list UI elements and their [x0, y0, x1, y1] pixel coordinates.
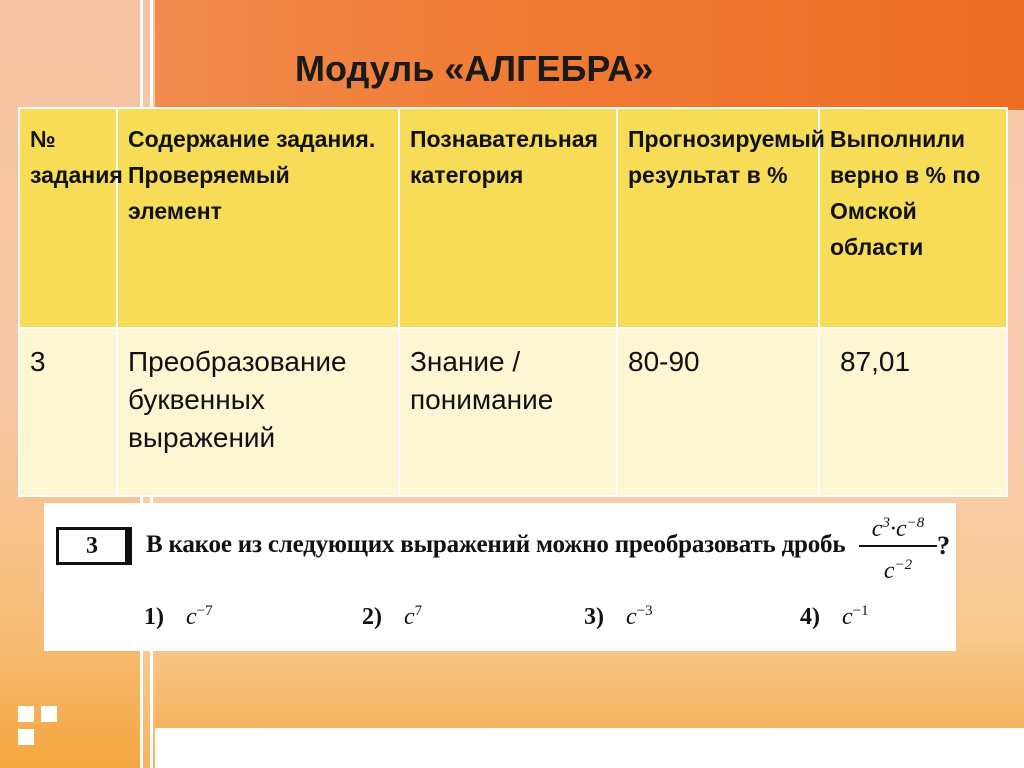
slide-title: Модуль «АЛГЕБРА»: [295, 48, 654, 89]
task-fraction: [859, 509, 937, 585]
task-number-box: 3: [56, 527, 128, 565]
header-task-number: № задания: [19, 108, 117, 328]
header-actual-result: Выполнили верно в % по Омской области: [819, 108, 1007, 328]
answer-option-2: 2) $c^7$: [362, 603, 423, 630]
cell-forecast-result: 80-90: [617, 328, 819, 496]
cell-task-content: Преобразование буквенных выражений: [117, 328, 399, 496]
fraction-bar: [859, 545, 937, 547]
table-header-row: [19, 108, 1007, 328]
task-image-panel: [44, 503, 956, 651]
fraction-numerator: $c^3\cdot c^{-8}$: [871, 515, 925, 542]
task-question-text: В какое из следующих выражений можно преобразовать дробь: [146, 531, 846, 558]
header-forecast-result: Прогнозируемый результат в %: [617, 108, 819, 328]
answer-option-1: 1) $c^{-7}$: [144, 603, 213, 630]
header-cognitive-category: Познавательная категория: [399, 108, 617, 328]
cell-task-number: 3: [19, 328, 117, 496]
table-row: [19, 328, 1007, 496]
task-info-table: [18, 107, 1008, 497]
decor-square-icon: [41, 706, 57, 722]
decor-square-icon: [18, 706, 34, 722]
fraction-denominator: $c^{-2}$: [883, 557, 913, 584]
decor-square-icon: [18, 729, 34, 745]
answer-option-4: 4) $c^{-1}$: [800, 603, 869, 630]
bottom-white-strip: [155, 728, 1024, 768]
question-mark: ?: [937, 531, 950, 560]
cell-actual-result: 87,01: [819, 328, 1007, 496]
answer-option-3: 3) $c^{-3}$: [584, 603, 653, 630]
header-task-content: Содержание задания. Проверяемый элемент: [117, 108, 399, 328]
cell-cognitive-category: Знание /понимание: [399, 328, 617, 496]
